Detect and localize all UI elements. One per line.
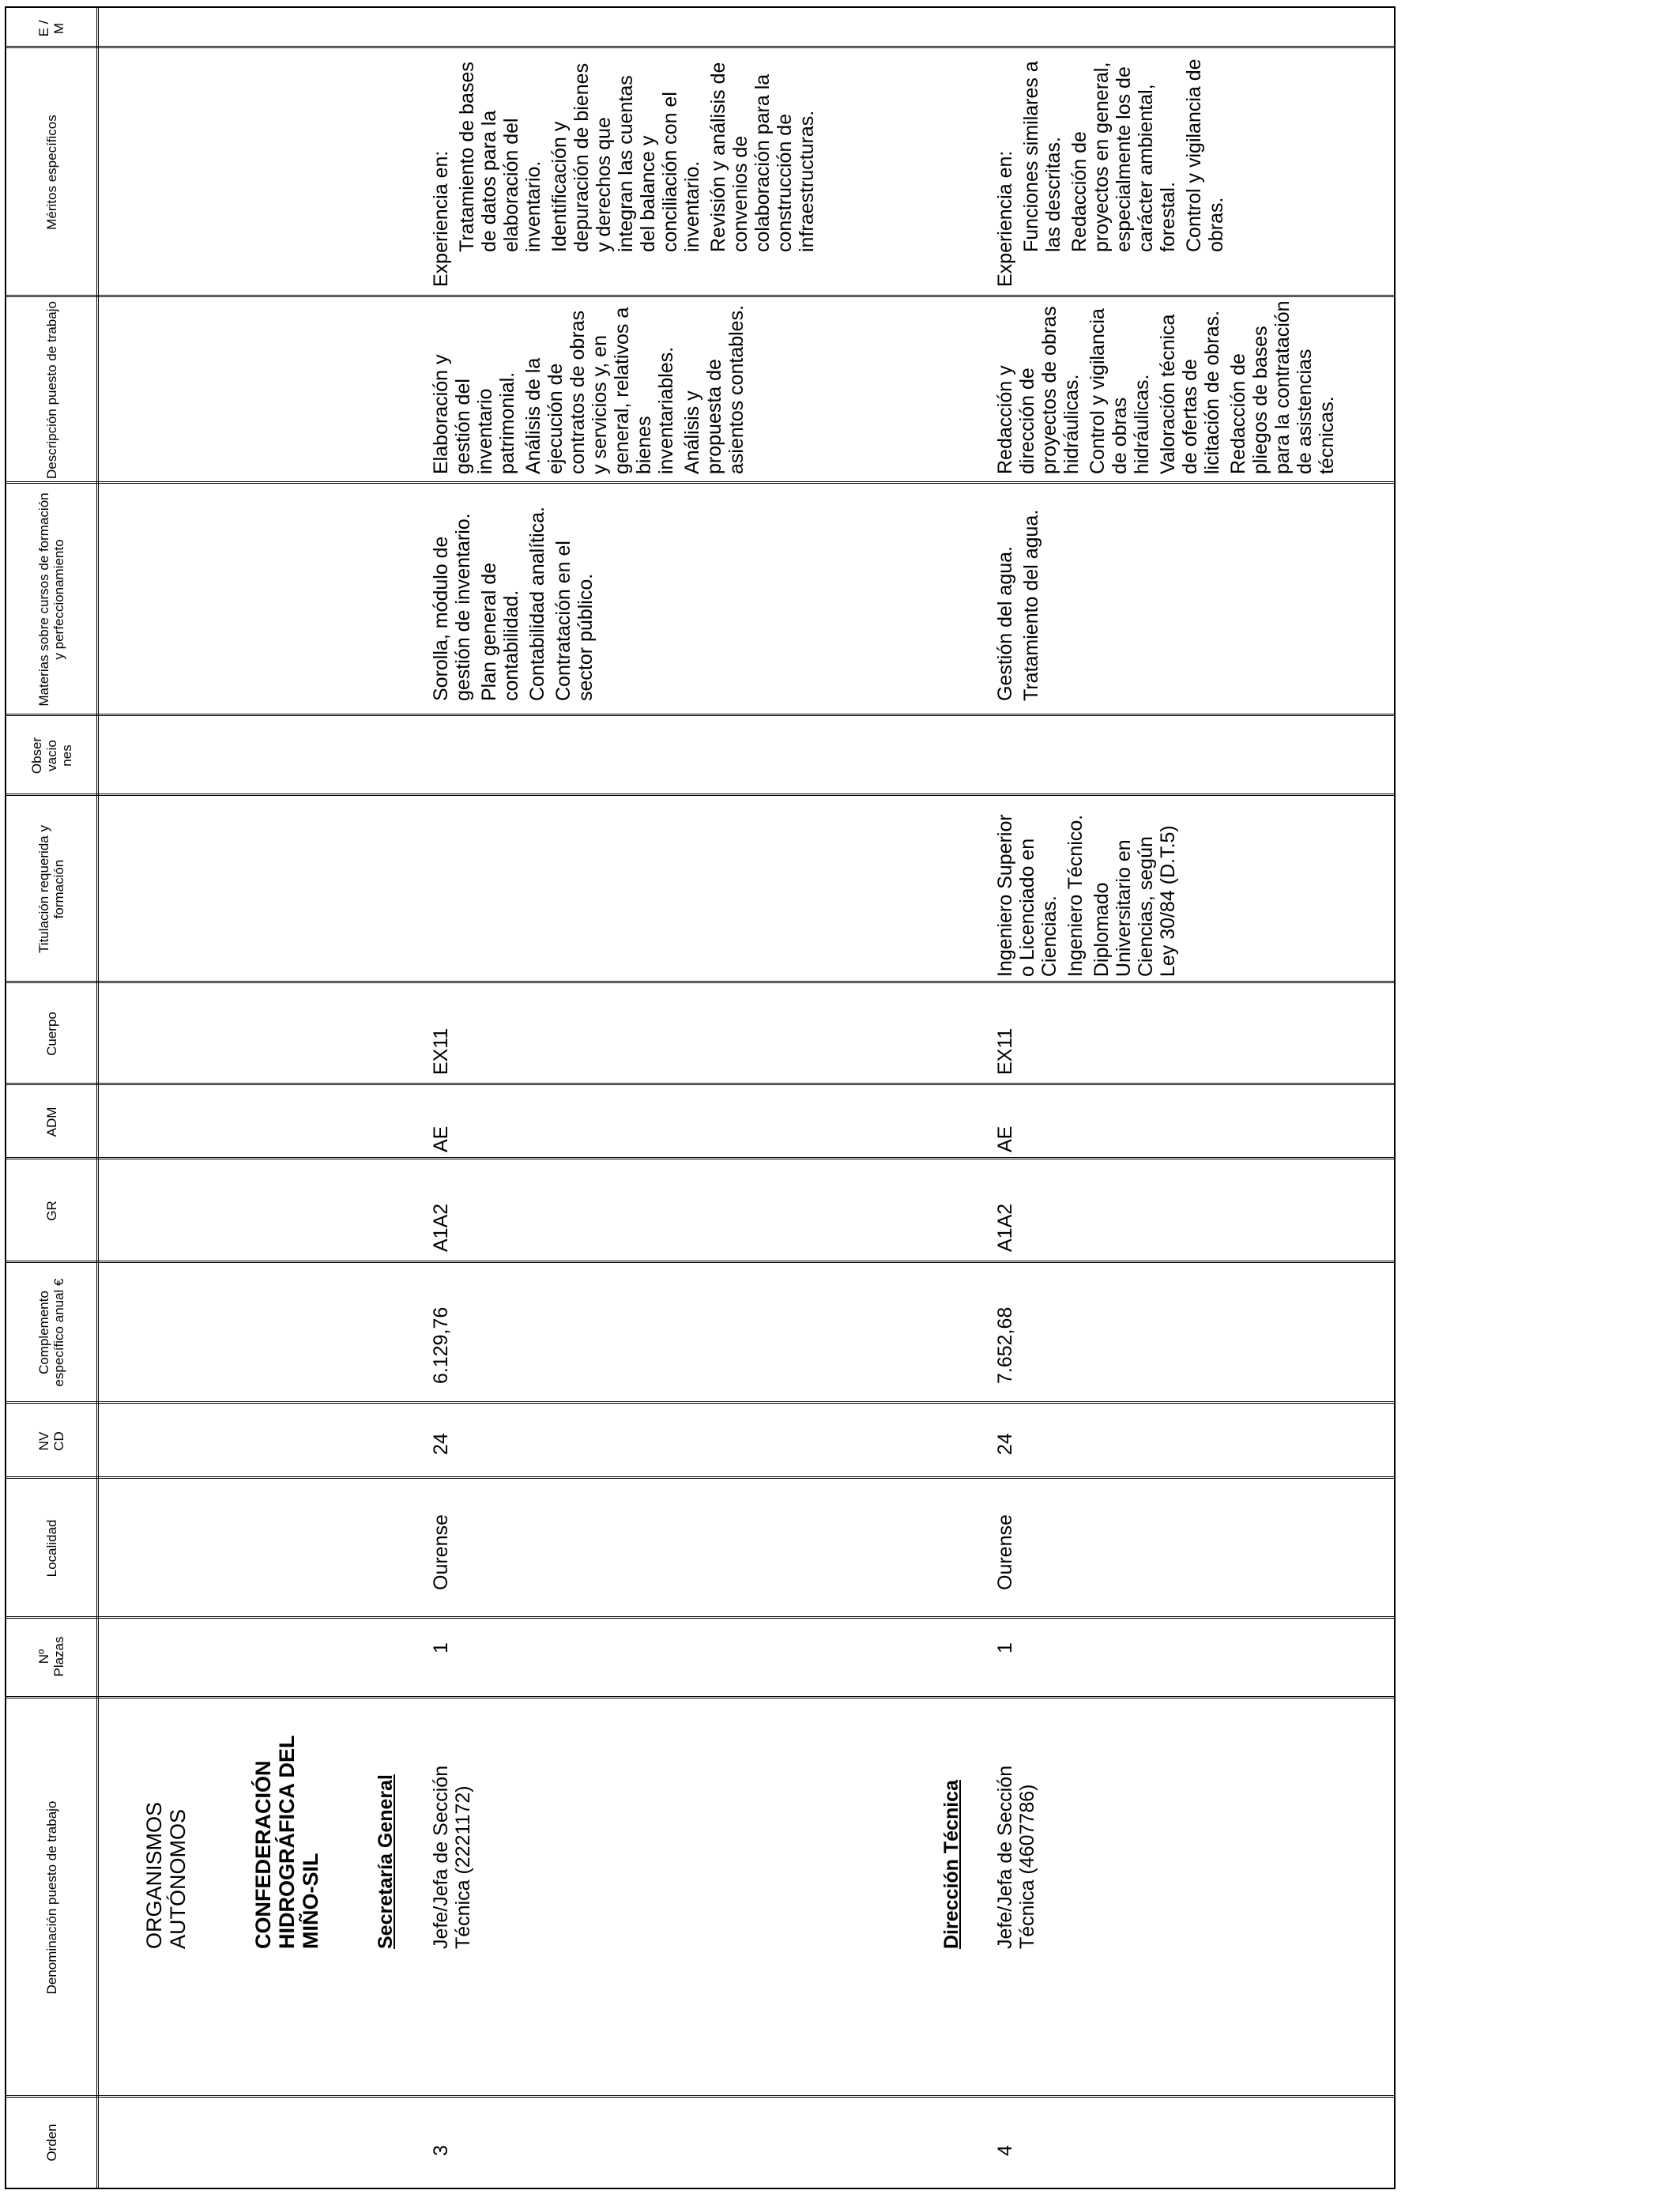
materia-item: Tratamiento del agua. bbox=[1020, 509, 1042, 701]
descripcion-cell bbox=[430, 300, 751, 474]
header-titulacion: Titulación requerida y formación bbox=[36, 825, 66, 953]
materia-item: Plan general de contabilidad. bbox=[478, 562, 522, 701]
titulacion-item: Ingeniero Técnico. bbox=[1064, 814, 1087, 977]
col-sep bbox=[5, 1401, 1396, 1404]
materias-cell bbox=[994, 492, 1046, 701]
col-sep bbox=[5, 981, 1396, 983]
header-separator bbox=[96, 6, 99, 2189]
meritos-list bbox=[1020, 50, 1227, 287]
complemento-value: 6.129,76 bbox=[430, 1306, 452, 1384]
denominacion-value: Jefe/Jefa de Sección Técnica (2221172) bbox=[430, 1765, 474, 1949]
titulacion-item: Ingeniero Superior o Licenciado en Ciencias. bbox=[994, 814, 1060, 977]
localidad-value: Ourense bbox=[430, 1514, 452, 1590]
gr-value: A1A2 bbox=[994, 1203, 1016, 1252]
materia-item: Contratación en el sector público. bbox=[552, 541, 597, 701]
nv-cd-value: 24 bbox=[430, 1433, 452, 1455]
merito-item: Revisión y análisis de convenios de colaboración para la construcción de infraestructuras. bbox=[707, 62, 818, 252]
header-plazas: Nº Plazas bbox=[36, 1636, 66, 1677]
merito-item: Control y vigilancia de obras. bbox=[1183, 58, 1227, 252]
header-complemento: Complemento específico anual € bbox=[36, 1278, 66, 1387]
organismos-title: ORGANISMOS AUTÓNOMOS bbox=[142, 1801, 190, 1949]
orden-value: 3 bbox=[430, 2145, 452, 2156]
header-descripcion: Descripción puesto de trabajo bbox=[43, 301, 59, 479]
section-title: Secretaría General bbox=[375, 1774, 397, 1949]
header-observaciones: Obser vacio nes bbox=[28, 737, 74, 775]
header-cuerpo: Cuerpo bbox=[43, 1012, 59, 1056]
meritos-cell bbox=[430, 50, 822, 287]
descripcion-item: Elaboración y gestión del inventario patrimonial. bbox=[430, 354, 518, 474]
materia-item: Sorolla, módulo de gestión de inventario. bbox=[430, 513, 474, 701]
col-sep bbox=[5, 1261, 1396, 1263]
col-sep bbox=[5, 481, 1396, 484]
col-sep bbox=[5, 295, 1396, 297]
denominacion-value: Jefe/Jefa de Sección Técnica (4607786) bbox=[994, 1765, 1038, 1949]
localidad-value: Ourense bbox=[994, 1514, 1016, 1590]
descripcion-item: Redacción de pliegos de bases para la contratación de asistencias técnicas. bbox=[1227, 300, 1338, 474]
header-meritos: Méritos específicos bbox=[43, 115, 59, 230]
nv-cd-value: 24 bbox=[994, 1433, 1016, 1455]
adm-value: AE bbox=[430, 1125, 452, 1152]
meritos-list bbox=[456, 50, 818, 287]
adm-value: AE bbox=[994, 1125, 1016, 1152]
col-sep bbox=[5, 2095, 1396, 2098]
titulacion-item: Diplomado Universitario en Ciencias, según Ley 30/84 (D.T.5) bbox=[1090, 825, 1179, 977]
materia-item: Contabilidad analítica. bbox=[526, 507, 548, 701]
header-materias: Materias sobre cursos de formación y perfeccionamiento bbox=[36, 492, 66, 707]
col-sep bbox=[5, 1616, 1396, 1619]
gr-value: A1A2 bbox=[430, 1203, 452, 1252]
confederacion-title: CONFEDERACIÓN HIDROGRÁFICA DEL MIÑO-SIL bbox=[251, 1736, 322, 1949]
meritos-cell bbox=[994, 50, 1231, 287]
merito-item: Redacción de proyectos en general, especialmente los de carácter ambiental, forestal. bbox=[1068, 62, 1179, 252]
col-sep bbox=[5, 1157, 1396, 1159]
col-sep bbox=[5, 1476, 1396, 1479]
cuerpo-value: EX11 bbox=[430, 1027, 452, 1075]
titulacion-cell bbox=[994, 801, 1183, 977]
col-sep bbox=[5, 1083, 1396, 1085]
header-adm: ADM bbox=[43, 1106, 59, 1137]
col-sep bbox=[5, 794, 1396, 796]
complemento-value: 7.652,68 bbox=[994, 1306, 1016, 1384]
meritos-intro: Experiencia en: bbox=[994, 150, 1016, 287]
header-localidad: Localidad bbox=[43, 1519, 59, 1578]
materia-item: Gestión del agua. bbox=[994, 546, 1016, 701]
descripcion-item: Análisis de la ejecución de contratos de obras y servicios y, en general, relativos a bienes inventariables. bbox=[522, 307, 677, 474]
meritos-intro: Experiencia en: bbox=[430, 150, 452, 287]
merito-item: Funciones similares a las descritas. bbox=[1020, 61, 1064, 252]
plazas-value: 1 bbox=[430, 1642, 452, 1653]
cuerpo-value: EX11 bbox=[994, 1027, 1016, 1075]
merito-item: Identificación y depuración de bienes y derechos que integran las cuentas del balance y conciliación con el inventario. bbox=[548, 62, 703, 252]
merito-item: Tratamiento de bases de datos para la elaboración del inventario. bbox=[456, 62, 544, 252]
plazas-value: 1 bbox=[994, 1642, 1016, 1653]
col-sep bbox=[5, 1696, 1396, 1698]
section-title: Dirección Técnica bbox=[940, 1780, 962, 1949]
descripcion-cell bbox=[994, 300, 1342, 474]
header-gr: GR bbox=[43, 1201, 59, 1221]
header-em: E / M bbox=[36, 20, 66, 37]
descripcion-item: Redacción y dirección de proyectos de obras hidráulicas. bbox=[994, 306, 1083, 474]
header-denominacion: Denominación puesto de trabajo bbox=[43, 1800, 59, 1995]
descripcion-item: Valoración técnica de ofertas de licitación de obras. bbox=[1157, 310, 1223, 474]
descripcion-item: Análisis y propuesta de asientos contables. bbox=[681, 304, 748, 474]
descripcion-item: Control y vigilancia de obras hidráulicas. bbox=[1087, 308, 1153, 474]
header-nv-cd: NV CD bbox=[36, 1431, 66, 1451]
header-orden: Orden bbox=[43, 2124, 59, 2162]
materias-cell bbox=[430, 492, 601, 701]
col-sep bbox=[5, 46, 1396, 48]
col-sep bbox=[5, 714, 1396, 716]
orden-value: 4 bbox=[994, 2145, 1016, 2156]
